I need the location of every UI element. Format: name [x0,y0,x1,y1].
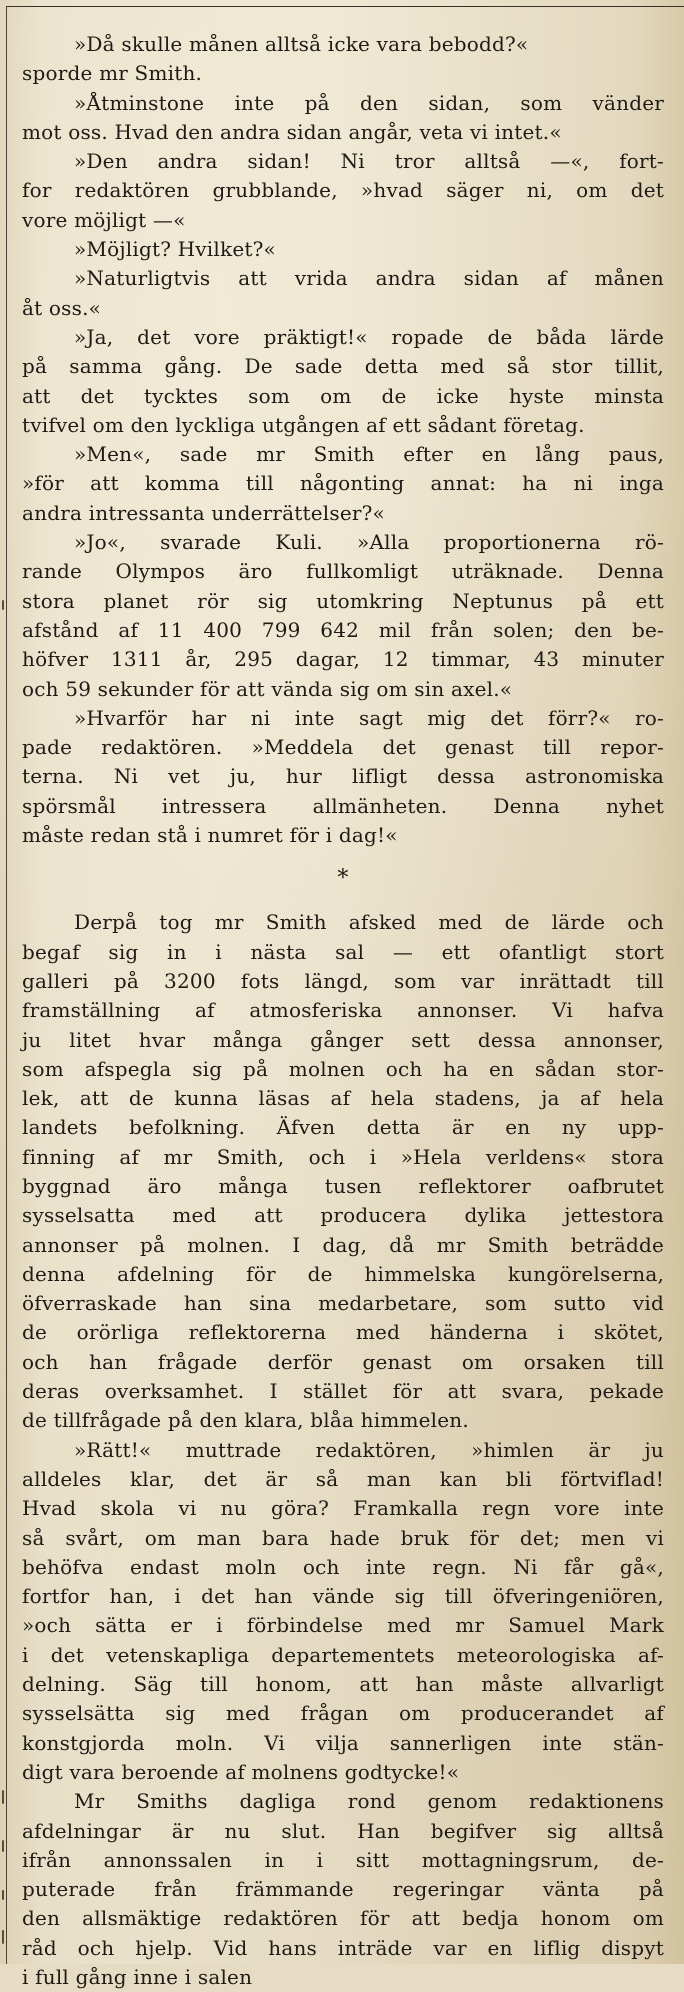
text-line: puterade från främmande regeringar vänta på [22,1877,664,1902]
text-line: framställning af atmosferiska annonser. Vi hafva [22,998,664,1023]
text-line: »Rätt!« muttrade redaktören, »himlen är ju [74,1437,664,1462]
text-line: »Jo«, svarade Kuli. »Alla proportionerna rö- [74,530,664,555]
text-line: pade redaktören. »Meddela det genast till repor- [22,735,664,760]
text-line: Derpå tog mr Smith afsked med de lärde och [74,910,664,935]
text-line: i full gång inne i salen [22,1965,253,1989]
text-line: deras overksamhet. I stället för att svara, pekade [22,1379,664,1404]
text-line: »Möjligt? Hvilket?« [74,237,276,262]
text-line: så svårt, om man bara hade bruk för det; men vi [22,1525,664,1550]
text-line: annonser på molnen. I dag, då mr Smith beträdde [22,1232,664,1257]
text-line: »och sätta er i förbindelse med mr Samuel Mark [22,1613,664,1638]
margin-fleck [2,1840,4,1852]
text-line: galleri på 3200 fots längd, som var inrättadt till [22,968,664,993]
text-line: begaf sig in i nästa sal — ett ofantligt stort [22,939,664,964]
text-line: de tillfrågade på den klara, blåa himmelen. [22,1408,469,1433]
text-line: på samma gång. De sade detta med så stor tillit, [22,354,664,379]
column-rule [6,6,7,1964]
text-line: sysselsatta med att producera dylika jettestora [22,1203,664,1228]
text-line: afstånd af 11 400 799 642 mil från solen; den be- [22,617,664,642]
text-line: afdelningar är nu slut. Han begifver sig alltså [22,1818,664,1843]
text-line: höfver 1311 år, 295 dagar, 12 timmar, 43 minuter [22,647,664,672]
text-line: lek, att de kunna läsas af hela stadens, ja af hela [22,1086,664,1111]
text-line: som afspegla sig på molnen och ha en sådan stor- [22,1056,664,1081]
margin-fleck [2,1890,4,1900]
text-line: i det vetenskapliga departementets meteorologiska af- [22,1642,664,1667]
text-line: alldeles klar, det är så man kan bli förtviflad! [22,1466,664,1491]
margin-fleck [2,600,4,610]
text-line: »Åtminstone inte på den sidan, som vänder [74,90,664,115]
text-line: konstgjorda moln. Vi vilja sannerligen inte stän- [22,1730,664,1755]
text-line: denna afdelning för de himmelska kungörelserna, [22,1261,664,1286]
text-line: rande Olympos äro fullkomligt uträknade. Denna [22,559,664,584]
text-line: måste redan stå i numret för i dag!« [22,823,398,848]
text-line: behöfva endast moln och inte regn. Ni får gå«, [22,1554,664,1579]
text-line: »Men«, sade mr Smith efter en lång paus, [74,442,664,467]
text-line: ifrån annonssalen in i sitt mottagningsrum, de- [22,1847,664,1872]
text-line: råd och hjelp. Vid hans inträde var en liflig dispyt [22,1935,664,1960]
text-line: andra intressanta underrättelser?« [22,500,385,525]
text-line: öfverraskade han sina medarbetare, som sutto vid [22,1291,664,1316]
text-line: Hvad skola vi nu göra? Framkalla regn vore inte [22,1496,664,1521]
text-line: spörsmål intressera allmänheten. Denna nyhet [22,793,664,818]
text-line: mot oss. Hvad den andra sidan angår, veta vi intet.« [22,119,562,144]
text-line: for redaktören grubblande, »hvad säger ni, om det [22,178,664,203]
margin-fleck [2,1790,4,1804]
text-line: åt oss.« [22,295,102,320]
text-line: byggnad äro många tusen reflektorer oafbrutet [22,1173,664,1198]
text-line: »Naturligtvis att vrida andra sidan af månen [74,266,664,291]
text-line: landets befolkning. Äfven detta är en ny upp- [22,1115,664,1140]
text-line: fortfor han, i det han vände sig till öfveringeniören, [22,1584,664,1609]
text-line: vore möjligt —« [22,207,186,232]
text-line: »Hvarför har ni inte sagt mig det förr?« ro- [74,705,664,730]
text-line: sysselsätta sig med frågan om producerandet af [22,1701,664,1726]
text-line: Mr Smiths dagliga rond genom redaktionens [74,1789,664,1814]
text-line: ju litet hvar många gånger sett dessa annonser, [22,1027,664,1052]
text-line: de orörliga reflektorerna med händerna i skötet, [22,1320,664,1345]
text-line: »Ja, det vore präktigt!« ropade de båda lärde [74,324,664,349]
text-line: sporde mr Smith. [22,61,203,86]
text-line: »för att komma till någonting annat: ha ni inga [22,471,664,496]
text-line: »Den andra sidan! Ni tror alltså —«, fort- [74,149,664,174]
text-line: digt vara beroende af molnens godtycke!« [22,1759,460,1784]
margin-fleck [2,1930,4,1944]
text-line: att det tycktes som om de icke hyste minsta [22,383,664,408]
text-line: delning. Säg till honom, att han måste allvarligt [22,1672,664,1697]
top-rule [6,6,684,7]
text-line: finning af mr Smith, och i »Hela verldens« stora [22,1144,664,1169]
text-line: tvifvel om den lyckliga utgången af ett sådant företag. [22,412,585,437]
section-separator: * [337,866,349,892]
text-line: terna. Ni vet ju, hur lifligt dessa astronomiska [22,764,664,789]
text-line: den allsmäktige redaktören för att bedja honom om [22,1906,664,1931]
text-line: och 59 sekunder för att vända sig om sin axel.« [22,676,513,701]
text-line: och han frågade derför genast om orsaken till [22,1349,664,1374]
article-column [22,30,664,1992]
text-line: »Då skulle månen alltså icke vara bebodd?« [74,32,529,56]
text-line: stora planet rör sig utomkring Neptunus på ett [22,588,664,613]
